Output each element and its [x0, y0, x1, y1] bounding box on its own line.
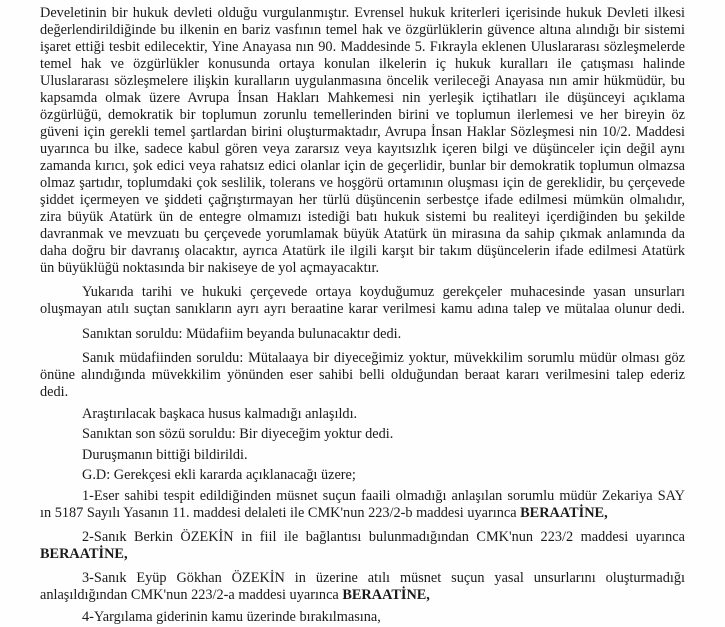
paragraph1-line: Develetinin bir hukuk devleti olduğu vurgulanmıştır. Evrensel hukuk kriterleri içerisinde hukuk Devleti ilkesi [40, 5, 685, 21]
paragraph1-line: güveni için gerekli temel şartlardan birini oluşturmaktadır, Avrupa İnsan Haklar Sözleşmesi nin 10/2. Maddesi [40, 124, 685, 140]
item3-verdict: BERAATİNE, [342, 587, 430, 603]
paragraph1-line: zamanda kırıcı, şok edici veya rahatsız edici olanlar için de geçerlidir, bunlar bir demokratik toplumun olmazsa [40, 158, 685, 174]
arastirilacak-line: Araştırılacak başkaca husus kalmadığı anlaşıldı. [82, 406, 358, 422]
item3-line2 [40, 586, 685, 604]
item1-text: ın 5187 Sayılı Yasanın 11. maddesi delaleti ile CMK'nun 223/2-b maddesi uyarınca [40, 505, 521, 521]
paragraph2-line: oluşmayan atılı suçtan sanıkların ayrı ayrı beraatine karar verilmesi kamu adına talep ve mütalaa olunur dedi. [40, 301, 685, 317]
item3-line1: 3-Sanık Eyüp Gökhan ÖZEKİN in üzerine atılı müsnet suçun yasal unsurlarını oluşturmadığı [82, 570, 685, 586]
paragraph1-line: şiddet içermeyen ve şiddeti çağrıştırmayan her türlü düşüncenin serbestçe ifade edilmesi mümkün olmalıdır, [40, 192, 685, 208]
gd-line: G.D: Gerekçesi ekli kararda açıklanacağı üzere; [82, 467, 356, 483]
paragraph1-line: daha doğru bir davranış olacaktır, ayrıca Atatürk ile ilgili karşıt bir takım düşüncelerin ifade edilmesi Atatürk [40, 243, 685, 259]
paragraph1-line: kapsamda olmak üzere Avrupa İnsan Hakları Mahkemesi nin yerleşik içtihatları ile düşünceyi açıklama [40, 90, 685, 106]
paragraph1-line: ün büyüklüğü noktasında bir nakiseye de yol açmayacaktır. [40, 260, 380, 276]
paragraph1-line: Uluslararası sözleşmelere ilişkin kuralların uygulanmasına öncelik verileceği Anayasa nın amir hükmüdür, bu [40, 73, 685, 89]
item2-verdict: BERAATİNE, [40, 546, 128, 562]
item1-line2 [40, 504, 685, 522]
paragraph1-line: olmaz şartıdır, toplumdaki çok seslilik, tolerans ve hoşgörü ortamının oluşması için de gereklidir, bu çerçevede [40, 175, 685, 191]
paragraph1-line: davranmak ve mevzuatı bu çerçevede yorumlamak büyük Atatürk ün mirasına da sahip çıkmak anlamında da [40, 226, 685, 242]
mudafi-line: önüne alındığında müvekkilim yönünden eser sahibi belli olduğundan beraat kararı verilmesini talep ederiz [40, 367, 685, 383]
item1-verdict: BERAATİNE, [520, 505, 608, 521]
paragraph1-line: özgürlüğü, demokratik bir toplumun zorunlu temellerinden birini ve toplumun ilerlemesi ve her bireyin öz [40, 107, 685, 123]
item3-text: anlaşıldığından CMK'nun 223/2-a maddesi uyarınca [40, 587, 343, 603]
item2-line1: 2-Sanık Berkin ÖZEKİN in fiil ile bağlantısı bulunmadığından CMK'nun 223/2 maddesi uyarınca [82, 529, 685, 545]
paragraph1-line: uyarınca bu ilke, sadece kabul gören veya zararsız veya kayıtsızlık içeren bilgi ve düşünceler için değil aynı [40, 141, 685, 157]
paragraph1-line: temel hak ve özgürlükler konusunda ortaya konulan ilkelerin iç hukuk kuralları ile çatışması halinde [40, 56, 685, 72]
paragraph1-line: değerlendirildiğinde bu ilkenin en bariz vasfının temel hak ve özgürlüklerin güvence altına alındığı bir sistemi [40, 22, 685, 38]
mudafi-line: dedi. [40, 384, 69, 400]
durusma-line: Duruşmanın bittiği bildirildi. [82, 447, 248, 463]
sanik-soruldu-line: Sanıktan soruldu: Müdafiim beyanda bulunacaktır dedi. [82, 326, 402, 342]
son-soz-line: Sanıktan son sözü soruldu: Bir diyeceğim yoktur dedi. [82, 426, 394, 442]
item4-line: 4-Yargılama giderinin kamu üzerinde bırakılmasına, [82, 609, 381, 625]
item1-line1: 1-Eser sahibi tespit edildiğinden müsnet suçun faaili olmadığı anlaşılan sorumlu müdür Zekariya SAY [82, 488, 685, 504]
mudafi-line: Sanık müdafiinden soruldu: Mütalaaya bir diyeceğimiz yoktur, müvekkilim sorumlu müdür olması göz [82, 350, 685, 366]
paragraph2-line: Yukarıda tarihi ve hukuki çerçevede ortaya koyduğumuz gerekçeler muhacesinde yasan unsurları [82, 284, 685, 300]
paragraph1-line: işaret ettiği tesbit edilecektir, Yine Anayasa nın 90. Maddesinde 5. Fıkrayla eklenen Uluslararası sözleşmelerde [40, 39, 685, 55]
paragraph1-line: zira büyük Atatürk ün de entegre olmamızı istediği batı hukuk sistemi bu realiteyi içerdiğinden bu şekilde [40, 209, 685, 225]
